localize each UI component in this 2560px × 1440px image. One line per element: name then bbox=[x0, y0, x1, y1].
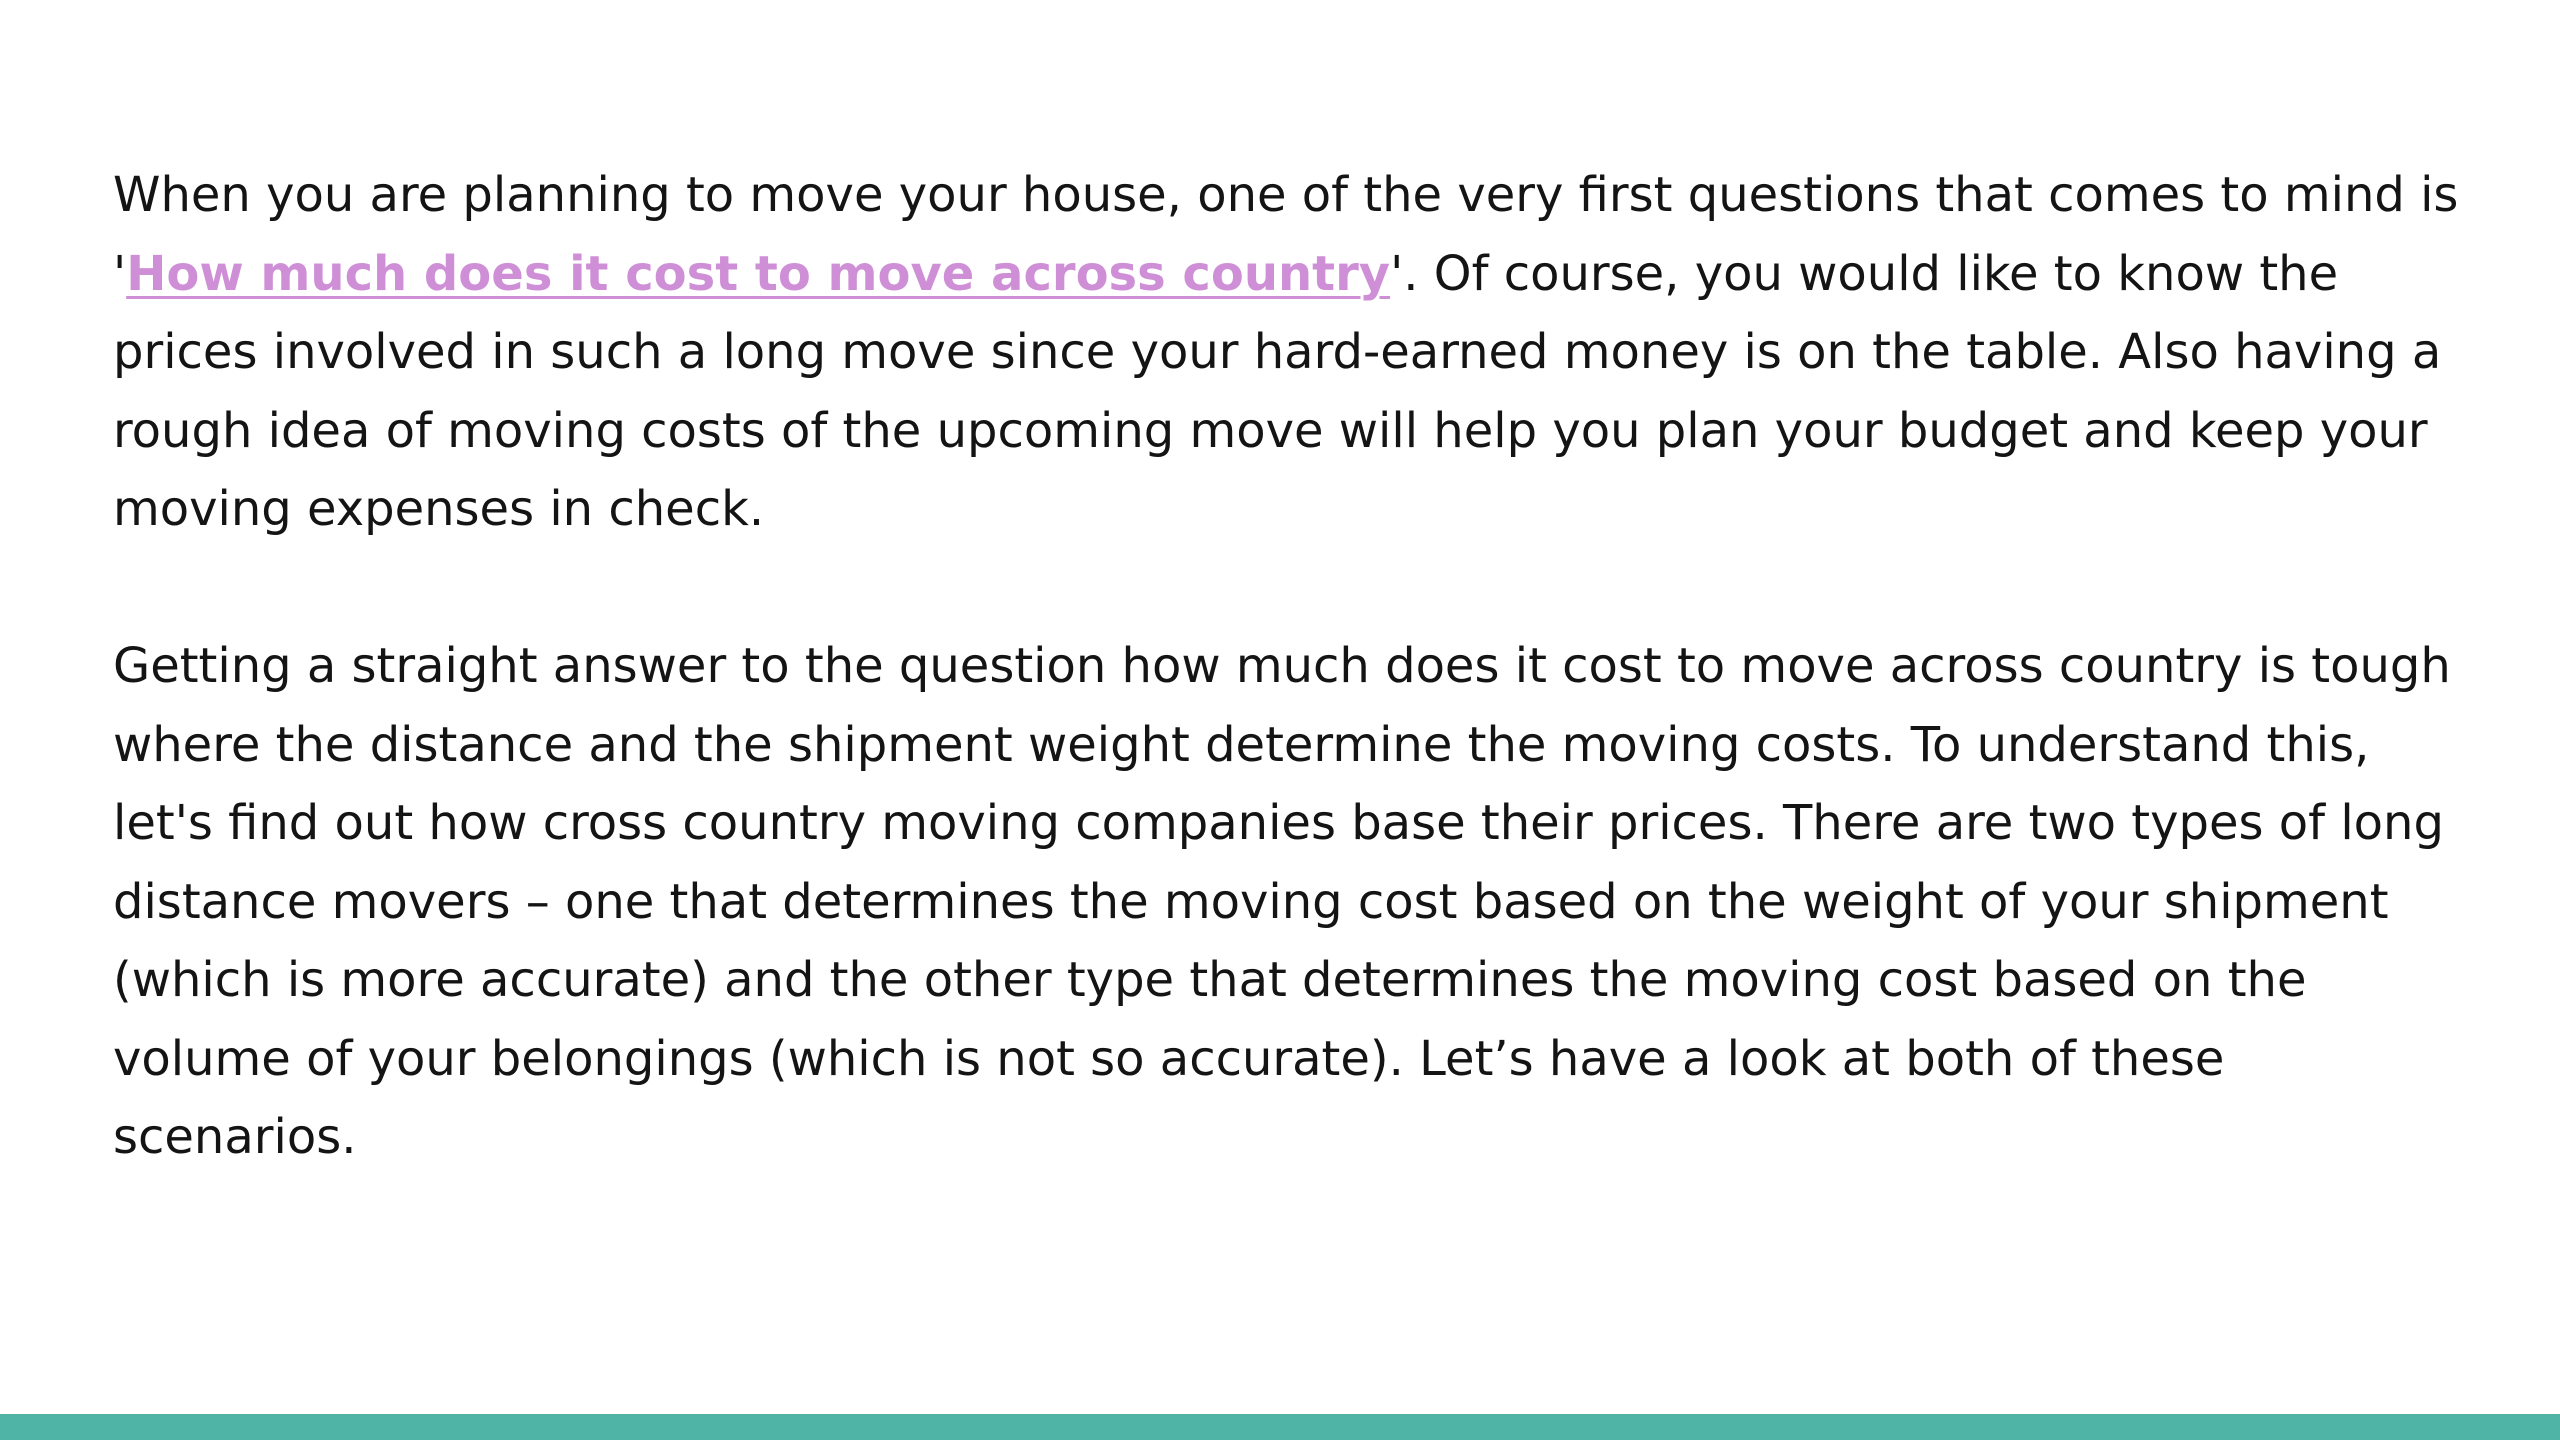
footer-accent-bar bbox=[0, 1414, 2560, 1440]
pricing-explanation-paragraph: Getting a straight answer to the question how much does it cost to move across country is tough where the distance and the shipment weight determine the moving costs. To understand this, let's find out how cross country moving companies base their prices. There are two types of long distance movers – one that determines the moving cost based on the weight of your shipment (which is more accurate) and the other type that determines the moving cost based on the volume of your belongings (which is not so accurate). Let’s have a look at both of these scenarios. bbox=[113, 638, 2451, 1165]
intro-text-before-link: When you are planning to move your house, one of the very first questions that comes to mind is ' bbox=[113, 167, 2459, 302]
intro-paragraph bbox=[113, 156, 2483, 549]
cost-to-move-across-country-link[interactable]: How much does it cost to move across country bbox=[126, 245, 1391, 302]
intro-text-after-link: '. Of course, you would like to know the prices involved in such a long move since your hard-earned money is on the table. Also having a rough idea of moving costs of the upcoming move will help you plan your budget and keep your moving expenses in check. bbox=[113, 245, 2442, 537]
article-content bbox=[113, 156, 2483, 1177]
